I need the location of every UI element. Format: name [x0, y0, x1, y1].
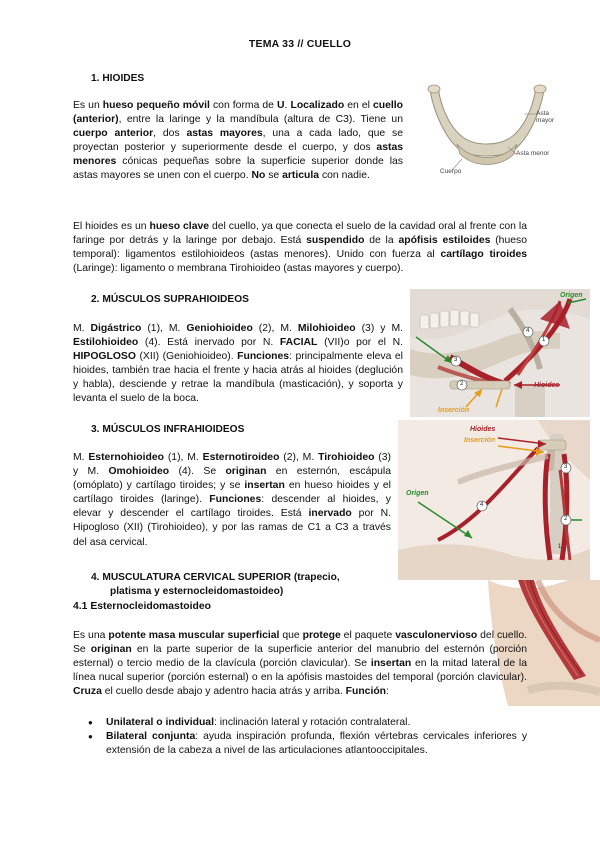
- bold-text: astas mayores: [186, 128, 263, 140]
- bold-text: originan: [225, 466, 267, 478]
- label-asta-mayor: Asta mayor: [536, 110, 555, 124]
- bold-text: No: [251, 170, 266, 182]
- text-run: (2), M.: [279, 452, 319, 463]
- marker-4: 4: [480, 502, 484, 508]
- infrahyoid-muscles-illustration: [398, 420, 590, 580]
- section-heading-cervical-line1: 4. MUSCULATURA CERVICAL SUPERIOR (trapecio,: [91, 572, 340, 583]
- text-run: , dos: [153, 128, 187, 140]
- bold-text: insertan: [370, 658, 412, 670]
- label-hioides: Hioides: [470, 426, 496, 433]
- bold-text: Funciones: [209, 494, 262, 506]
- text-run: M.: [73, 452, 89, 463]
- bold-text: hueso clave: [149, 221, 210, 232]
- label-origen: Origen: [560, 292, 583, 299]
- subsection-heading-ecm: 4.1 Esternocleidomastoideo: [73, 601, 212, 612]
- list-item: [84, 730, 527, 758]
- text-run: , entre la laringe y la mandíbula (altura de C3). Tiene un: [118, 114, 403, 126]
- page-title: TEMA 33 // CUELLO: [248, 38, 352, 50]
- bold-text: apófisis estiloides: [398, 235, 491, 247]
- bold-text: cuello (anterior): [73, 100, 403, 126]
- bold-text: protege: [302, 630, 341, 641]
- bold-text: Omohioideo: [108, 466, 170, 478]
- text-run: (3) y M.: [355, 323, 403, 334]
- text-run: cónicas pequeñas sobre la superficie superior donde las astas mayores se unen con el cuerpo.: [73, 156, 403, 182]
- text-run: (4). Se: [169, 466, 226, 478]
- suprahyoid-muscles-illustration: [410, 289, 590, 417]
- text-run: se: [265, 170, 283, 182]
- section-heading-infrahioideos: 3. MÚSCULOS INFRAHIOIDEOS: [91, 424, 245, 435]
- hyoid-bone-illustration: [412, 84, 562, 182]
- label-insercion: Inserción: [438, 407, 470, 414]
- marker-3: 3: [454, 357, 458, 363]
- text-run: : inclinación lateral y rotación contralateral.: [213, 717, 411, 728]
- marker-4: 4: [526, 328, 530, 334]
- label-cuerpo: Cuerpo: [440, 168, 462, 175]
- text-run: (VII)o por el N.: [317, 337, 403, 349]
- bold-text: Unilateral o individual: [106, 717, 214, 728]
- text-run: (Laringe): ligamento o membrana Tirohioideo (astas mayores y cuerpo).: [73, 263, 404, 275]
- text-run: (1), M.: [141, 323, 187, 334]
- marker-2: 2: [460, 381, 464, 387]
- section-heading-cervical: [91, 571, 395, 599]
- hioides-paragraph-2: [73, 220, 527, 276]
- bold-text: Esternohioideo: [88, 452, 165, 463]
- bold-text: Localizado: [290, 100, 345, 111]
- bold-text: Bilateral conjunta: [106, 731, 196, 742]
- marker-2: 2: [564, 516, 568, 522]
- text-run: en hueso hioides y el cartílago tiroides (laringe).: [73, 480, 391, 506]
- text-run: Es un: [73, 100, 103, 111]
- bold-text: Función: [345, 686, 387, 698]
- bold-text: cuerpo anterior: [73, 128, 154, 140]
- bold-text: Estilohioideo: [73, 337, 139, 349]
- text-run: : descender al hioides, y elevar y descender el cartílago tiroides. Está: [73, 494, 391, 520]
- text-run: .: [284, 100, 291, 111]
- bold-text: cartílago tiroides: [440, 249, 527, 261]
- ecm-function-list: [84, 716, 527, 758]
- text-run: (1), M.: [164, 452, 203, 463]
- section-heading-cervical-line2: platisma y esternocleidomastoideo): [110, 586, 284, 597]
- text-run: que: [279, 630, 303, 641]
- bold-text: vasculonervioso: [395, 630, 478, 641]
- text-run: de la: [364, 235, 399, 247]
- text-run: del cuello, ya que conecta el suelo de la cavidad oral al frente con la faringe por detrás y la laringe por debajo. Está: [73, 221, 527, 247]
- text-run: por N. Hipogloso (XII) (Tirohioideo), y por las ramas de C1 a C3 a través del asa cervical.: [73, 508, 391, 548]
- infrahioideos-paragraph: [73, 451, 391, 550]
- text-run: M.: [73, 323, 91, 334]
- bold-text: hueso pequeño móvil: [102, 100, 210, 111]
- bold-text: originan: [90, 644, 132, 656]
- label-hioides: Hioides: [534, 382, 560, 389]
- bold-text: astas menores: [73, 142, 403, 168]
- hioides-figure: [412, 84, 562, 182]
- text-run: (4). Está inervado por N.: [138, 337, 280, 349]
- bold-text: HIPOGLOSO: [73, 351, 136, 363]
- infrahioideos-figure: [398, 420, 590, 580]
- list-item: [84, 716, 527, 730]
- label-insercion: Inserción: [464, 437, 496, 444]
- bold-text: Cruza: [73, 686, 102, 698]
- text-run: el cuello desde abajo y adentro hacia atrás y arriba.: [101, 686, 346, 698]
- text-run: : principalmente eleva el hioides, también trae hacia el frente y hacia atrás al hioides (deglución y habla), desciende y retrae la mandíbula (masticación), y soporta y levanta el suelo de la boca.: [73, 351, 403, 405]
- bold-text: U: [277, 100, 285, 111]
- bold-text: suspendido: [306, 235, 365, 247]
- text-run: en el: [344, 100, 373, 111]
- marker-1: 1: [558, 544, 562, 550]
- text-run: del cuello. Se: [73, 630, 527, 656]
- text-run: con nadie.: [319, 170, 370, 182]
- bold-text: Tirohioideo: [318, 452, 375, 463]
- suprahioideos-figure: [410, 289, 590, 417]
- function-bullets: [84, 716, 527, 758]
- bold-text: FACIAL: [279, 337, 318, 349]
- text-run: El hioides es un: [73, 221, 150, 232]
- bold-text: Digástrico: [90, 323, 142, 334]
- bold-text: insertan: [244, 480, 285, 492]
- marker-3: 3: [564, 464, 568, 470]
- text-run: : ayuda inspiración profunda, flexión vértebras cervicales inferiores y extensión de la cabeza a nivel de las articulaciones atlantooccipitales.: [106, 731, 528, 756]
- suprahioideos-paragraph: [73, 322, 403, 407]
- bold-text: Milohioideo: [297, 323, 356, 334]
- bold-text: potente masa muscular superficial: [108, 630, 280, 641]
- text-run: en esternón, escápula (omóplato) y cartílago tiroides; y se: [73, 466, 391, 492]
- bold-text: articula: [282, 170, 320, 182]
- text-run: (hueso temporal): ligamentos estilohioideos (astas menores). Unido con fuerza al: [73, 235, 527, 261]
- label-asta-menor: Asta menor: [516, 150, 550, 157]
- text-run: , una a cada lado, que se proyectan posterior y superiormente desde el cuerpo, y dos: [73, 128, 403, 154]
- section-heading-suprahioideos: 2. MÚSCULOS SUPRAHIOIDEOS: [91, 294, 249, 305]
- text-run: con forma de: [209, 100, 278, 111]
- bold-text: inervado: [308, 508, 352, 520]
- label-origen: Origen: [406, 490, 429, 497]
- text-run: (XII) (Geniohioideo).: [135, 351, 238, 363]
- text-run: en la mitad lateral de la línea nucal superior (porción esternal) o en la apófisis mastoides del temporal (porción clavicular).: [73, 658, 527, 684]
- marker-1: 1: [542, 337, 546, 343]
- bold-text: Esternotiroideo: [202, 452, 280, 463]
- ecm-paragraph: [73, 629, 527, 699]
- text-run: el paquete: [340, 630, 396, 641]
- text-run: (2), M.: [252, 323, 298, 334]
- text-run: Es una: [73, 630, 109, 641]
- section-heading-hioides: 1. HIOIDES: [91, 73, 145, 84]
- bold-text: Funciones: [237, 351, 290, 363]
- bold-text: Geniohioideo: [186, 323, 253, 334]
- text-run: :: [386, 686, 389, 698]
- hioides-paragraph-1: [73, 99, 403, 184]
- text-run: (3) y M.: [73, 452, 391, 478]
- text-run: en la parte superior de la superficie anterior del manubrio del esternón (porción esternal) o tercio medio de la clavícula (porción clavicular). Se: [73, 644, 527, 670]
